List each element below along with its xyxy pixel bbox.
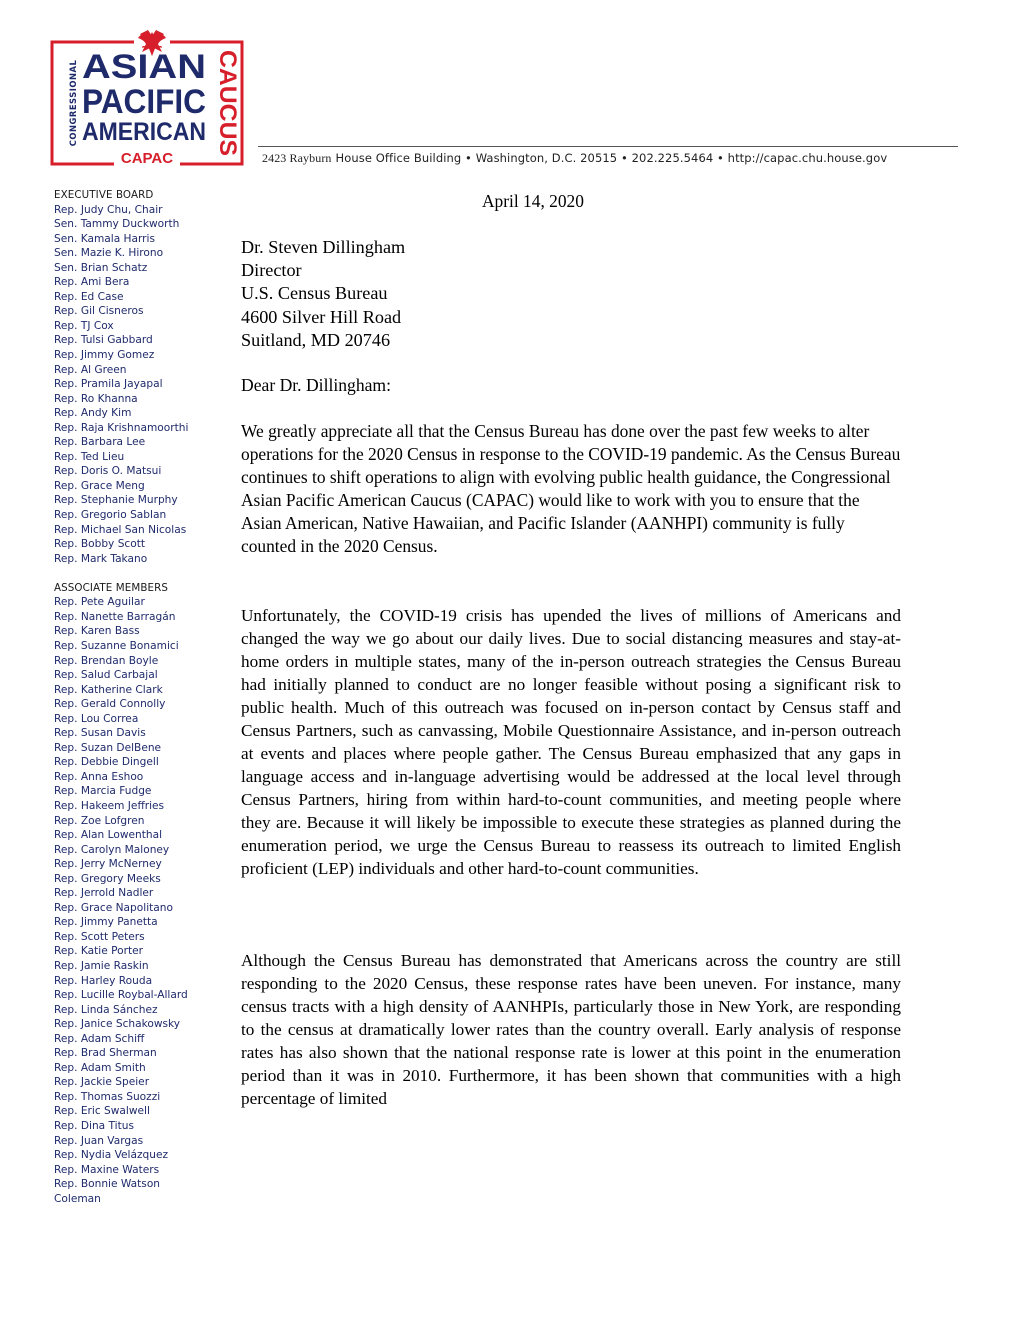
member-name: Rep. Adam Smith [54, 1061, 146, 1074]
member-name: Rep. Dina Titus [54, 1120, 135, 1132]
member-name: Rep. Gregory Meeks [54, 872, 161, 885]
logo-pacific-text: PACIFIC [82, 83, 206, 121]
capac-logo [50, 28, 244, 170]
member-name: Rep. Nydia Velázquez [54, 1149, 169, 1162]
member-name: Rep. Lou Correa [54, 712, 139, 725]
recipient-organization: U.S. Census Bureau [241, 283, 388, 304]
member-name: Sen. Tammy Duckworth [54, 218, 180, 231]
logo-americans-text: AMERICAN [82, 118, 206, 146]
logo-caucus-text: CAUCUS [214, 50, 241, 153]
member-name: Rep. Jerry McNerney [54, 858, 162, 871]
member-name: Rep. Tulsi Gabbard [54, 334, 153, 347]
recipient-title: Director [241, 260, 302, 281]
member-name: Rep. Grace Meng [54, 479, 145, 492]
member-name: Rep. Ed Case [54, 290, 124, 303]
member-name: Rep. Doris O. Matsui [54, 465, 162, 478]
member-name: Rep. Marcia Fudge [54, 785, 152, 798]
member-name: Rep. Barbara Lee [54, 436, 146, 449]
member-name: Rep. Bonnie Watson [54, 1178, 161, 1191]
associate-members-list [54, 595, 244, 1206]
member-name: Rep. Salud Carbajal [54, 669, 158, 682]
member-name: Rep. Carolyn Maloney [54, 843, 170, 856]
member-name: Rep. Janice Schakowsky [54, 1018, 181, 1031]
office-address [262, 151, 887, 166]
member-name: Rep. Brad Sherman [54, 1047, 157, 1060]
member-name: Rep. Harley Rouda [54, 974, 153, 987]
member-name: Coleman [54, 1192, 101, 1205]
member-name: Rep. Debbie Dingell [54, 756, 159, 769]
associate-members-heading: ASSOCIATE MEMBERS [54, 581, 168, 594]
member-name: Sen. Kamala Harris [54, 232, 156, 245]
member-name: Rep. Nanette Barragán [54, 610, 176, 623]
member-name: Rep. Hakeem Jeffries [54, 799, 165, 812]
member-name: Rep. Eric Swalwell [54, 1105, 150, 1118]
member-name: Rep. Brendan Boyle [54, 654, 159, 667]
logo-congressional-text: CONGRESSIONAL [68, 59, 78, 147]
logo-capac-badge: CAPAC [120, 150, 174, 167]
capac-logo-graphic [50, 28, 244, 170]
recipient-city: Suitland, MD 20746 [241, 329, 391, 350]
body-paragraph-1: We greatly appreciate all that the Census Bureau has done over the past few weeks to alter operations for the 2020 Census in response to the COVID-19 pandemic. As the Census Bureau continues to shift operations to align with evolving public health guidance, the Congressional Asian Pacific American Caucus (CAPAC) would like to work with you to ensure that the Asian American, Native Hawaiian, and Pacific Islander (AANHPI) community is fully counted in the 2020 Census. [241, 421, 901, 556]
member-name: Rep. Suzan DelBene [54, 741, 162, 754]
member-name: Rep. Gregorio Sablan [54, 509, 167, 522]
recipient-street: 4600 Silver Hill Road [241, 306, 402, 327]
member-name: Rep. Jerrold Nadler [54, 887, 154, 900]
member-name: Rep. Pete Aguilar [54, 596, 145, 609]
member-name: Rep. Zoe Lofgren [54, 814, 145, 827]
member-name: Rep. Maxine Waters [54, 1163, 160, 1176]
member-name: Rep. Susan Davis [54, 727, 146, 740]
member-name: Rep. Ami Bera [54, 276, 130, 289]
member-name: Rep. Bobby Scott [54, 538, 146, 551]
member-name: Rep. Al Green [54, 363, 127, 376]
member-name: Rep. Lucille Roybal-Allard [54, 989, 188, 1002]
member-name: Rep. Scott Peters [54, 930, 145, 943]
member-name: Rep. Linda Sánchez [54, 1003, 158, 1016]
member-name: Rep. Suzanne Bonamici [54, 639, 179, 652]
member-name: Rep. Raja Krishnamoorthi [54, 421, 189, 434]
member-name: Rep. Gerald Connolly [54, 698, 166, 711]
member-name: Rep. Juan Vargas [54, 1134, 144, 1147]
member-name: Rep. Gil Cisneros [54, 305, 144, 318]
executive-board-heading: EXECUTIVE BOARD [54, 189, 154, 201]
member-name: Rep. Andy Kim [54, 407, 132, 420]
member-name: Rep. TJ Cox [54, 319, 114, 332]
member-name: Rep. Jimmy Panetta [54, 916, 158, 929]
body-paragraph-2: Unfortunately, the COVID-19 crisis has upended the lives of millions of Americans and changed the way we go about our daily lives. Due to social distancing measures and stay-at-home orders in multiple states, many of the in-person outreach strategies the Census Bureau had initially planned to conduct are no longer feasible without posing a significant risk to public health. Much of this outreach was focused on in-person contact by Census staff and Census Partners, such as canvassing, Mobile Questionnaire Assistance, and in-person outreach at events and places where people gather. The Census Bureau emphasized that any gaps in language access and in-language advertising would be addressed at the local level through Census Partners, hiring from within hard-to-count communities, and meeting people where they are. Because it will likely be impossible to execute these strategies as planned during the enumeration period, we urge the Census Bureau to reassess its outreach to limited English proficient (LEP) individuals and other hard-to-count communities. [241, 606, 901, 878]
header-divider [258, 146, 958, 147]
member-name: Rep. Stephanie Murphy [54, 494, 178, 507]
body-paragraph-3: Although the Census Bureau has demonstrated that Americans across the country are still responding to the 2020 Census, these response rates have been uneven. For instance, many census tracts with a high density of AANHPIs, particularly those in New York, are responding to the census at dramatically lower rates than the country overall. Early analysis of response rates has also shown that the national response rate is lower at this point in the enumeration period than it was in 2010. Furthermore, it has been shown that communities with a high percentage of limited [241, 951, 901, 1108]
member-name: Rep. Anna Eshoo [54, 770, 144, 783]
executive-board-list [54, 203, 244, 567]
recipient-name: Dr. Steven Dillingham [241, 237, 406, 257]
member-name: Rep. Mark Takano [54, 552, 148, 565]
salutation: Dear Dr. Dillingham: [241, 375, 392, 395]
member-name: Rep. Alan Lowenthal [54, 829, 163, 842]
member-name: Rep. Thomas Suozzi [54, 1090, 161, 1103]
member-name: Rep. Pramila Jayapal [54, 378, 163, 391]
member-name: Sen. Brian Schatz [54, 261, 148, 274]
member-name: Rep. Ro Khanna [54, 392, 138, 405]
member-name: Rep. Jamie Raskin [54, 959, 149, 972]
member-name: Rep. Grace Napolitano [54, 901, 173, 914]
sidebar-spacer [54, 566, 244, 581]
member-name: Rep. Katie Porter [54, 945, 143, 958]
member-name: Rep. Katherine Clark [54, 683, 163, 696]
member-name: Rep. Jackie Speier [54, 1076, 150, 1089]
recipient-address [241, 236, 405, 352]
member-name: Rep. Judy Chu, Chair [54, 203, 163, 216]
address-details: House Office Building • Washington, D.C. 20515 • 202.225.5464 • http://capac.chu.house.gov [335, 151, 888, 165]
member-sidebar [54, 188, 244, 1206]
member-name: Rep. Michael San Nicolas [54, 523, 187, 536]
member-name: Rep. Adam Schiff [54, 1032, 145, 1045]
member-name: Rep. Ted Lieu [54, 450, 125, 463]
member-name: Sen. Mazie K. Hirono [54, 247, 164, 260]
member-name: Rep. Jimmy Gomez [54, 349, 155, 362]
letter-date: April 14, 2020 [482, 191, 584, 211]
member-name: Rep. Karen Bass [54, 625, 140, 638]
logo-asian-text: ASIAN [82, 48, 206, 86]
address-street: 2423 Rayburn [262, 151, 332, 165]
